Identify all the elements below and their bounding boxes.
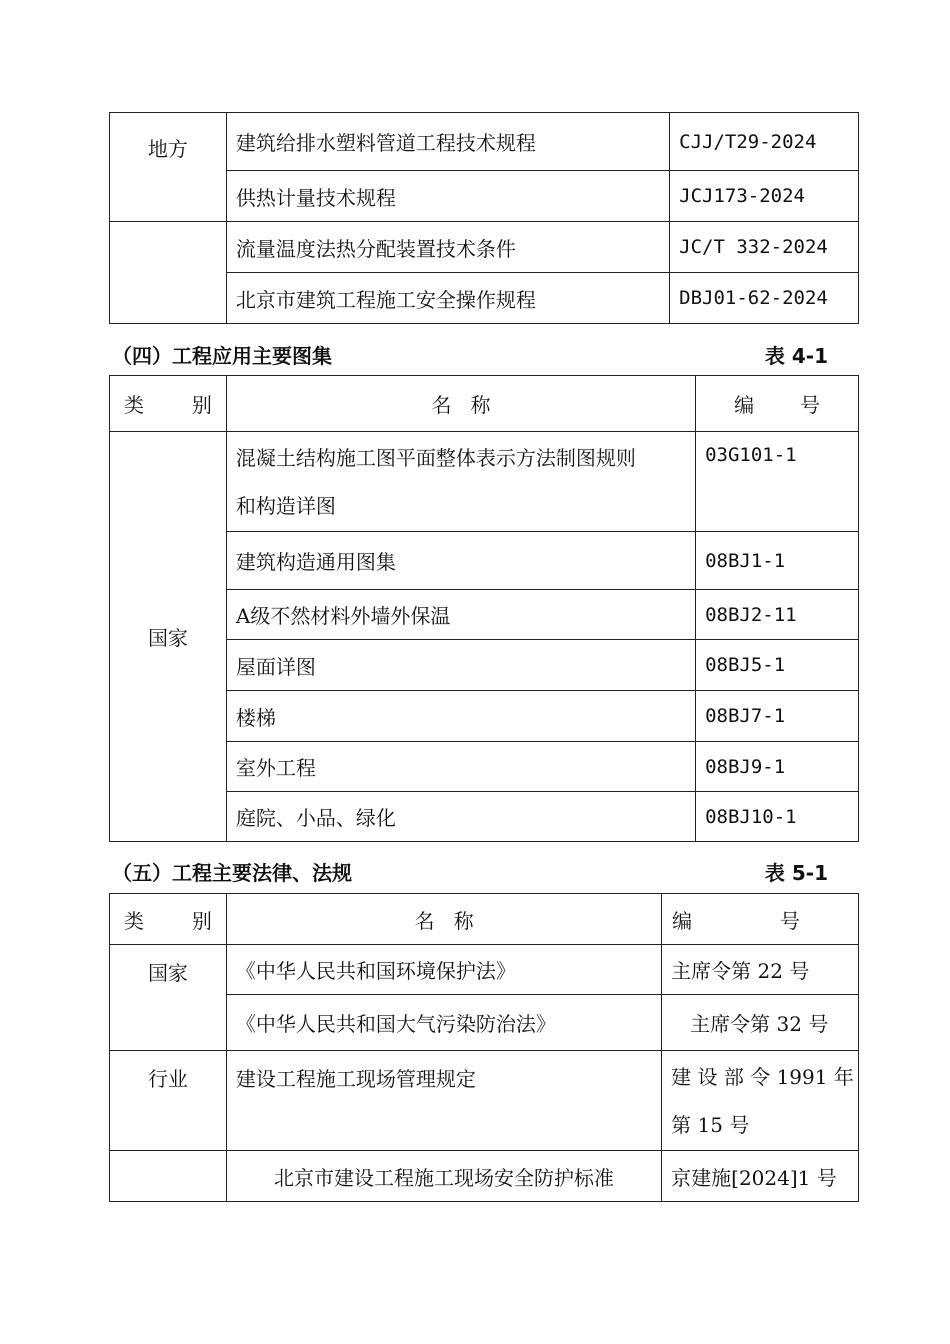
- header-category: 类 别: [110, 894, 227, 945]
- table-row: [110, 1151, 859, 1202]
- header-code: 编 号: [662, 894, 859, 945]
- standard-name: 建筑给排水塑料管道工程技术规程: [226, 113, 669, 171]
- atlas-code: 08BJ1-1: [696, 532, 859, 590]
- atlas-code: 03G101-1: [696, 432, 859, 532]
- section4-heading: [112, 340, 828, 369]
- category-cell: 地方: [110, 113, 227, 222]
- atlas-name: 屋面详图: [226, 640, 695, 691]
- atlas-name: 庭院、小品、绿化: [226, 792, 695, 842]
- law-code: 建 设 部 令 1991 年 第 15 号: [662, 1051, 859, 1151]
- law-code: 主席令第 22 号: [662, 945, 859, 995]
- standard-name: 流量温度法热分配装置技术条件: [226, 222, 669, 273]
- category-cell: 行业: [110, 1051, 227, 1151]
- law-name: 《中华人民共和国大气污染防治法》: [226, 995, 661, 1051]
- atlas-name: 室外工程: [226, 742, 695, 792]
- law-code: 主席令第 32 号: [662, 995, 859, 1051]
- standard-name: 北京市建筑工程施工安全操作规程: [226, 273, 669, 324]
- header-name: 名 称: [226, 376, 695, 432]
- category-cell: [110, 1151, 227, 1202]
- standard-code: CJJ/T29-2024: [670, 113, 859, 171]
- header-category: 类 别: [110, 376, 227, 432]
- law-name: 《中华人民共和国环境保护法》: [226, 945, 661, 995]
- atlas-code: 08BJ5-1: [696, 640, 859, 691]
- section5-table-number: 表 5-1: [764, 861, 828, 885]
- atlas-name: 混凝土结构施工图平面整体表示方法制图规则 和构造详图: [226, 432, 695, 532]
- atlas-name: A级不然材料外墙外保温: [226, 590, 695, 640]
- atlas-name: 建筑构造通用图集: [226, 532, 695, 590]
- standard-code: JC/T 332-2024: [670, 222, 859, 273]
- table-header-row: [110, 376, 859, 432]
- atlas-code: 08BJ7-1: [696, 691, 859, 742]
- section4-table-number: 表 4-1: [764, 344, 828, 368]
- table-row: [110, 113, 859, 171]
- standard-code: JCJ173-2024: [670, 171, 859, 222]
- atlas-code: 08BJ10-1: [696, 792, 859, 842]
- law-name: 北京市建设工程施工现场安全防护标准: [226, 1151, 661, 1202]
- header-code: 编 号: [696, 376, 859, 432]
- category-cell: 国家: [110, 945, 227, 1051]
- table-header-row: [110, 894, 859, 945]
- section5-heading: [112, 857, 828, 886]
- section5-title: （五）工程主要法律、法规: [112, 861, 352, 885]
- header-name: 名 称: [226, 894, 661, 945]
- table-row: [110, 1051, 859, 1151]
- standard-name: 供热计量技术规程: [226, 171, 669, 222]
- laws-table: [109, 893, 859, 1202]
- section4-title: （四）工程应用主要图集: [112, 344, 332, 368]
- atlas-name: 楼梯: [226, 691, 695, 742]
- atlas-code: 08BJ9-1: [696, 742, 859, 792]
- category-cell: 国家: [110, 432, 227, 842]
- law-name: 建设工程施工现场管理规定: [226, 1051, 661, 1151]
- local-standards-table: [109, 112, 859, 324]
- standard-code: DBJ01-62-2024: [670, 273, 859, 324]
- law-code: 京建施[2024]1 号: [662, 1151, 859, 1202]
- table-row: [110, 222, 859, 273]
- atlas-code: 08BJ2-11: [696, 590, 859, 640]
- table-row: [110, 945, 859, 995]
- table-row: [110, 432, 859, 532]
- atlas-table: [109, 375, 859, 842]
